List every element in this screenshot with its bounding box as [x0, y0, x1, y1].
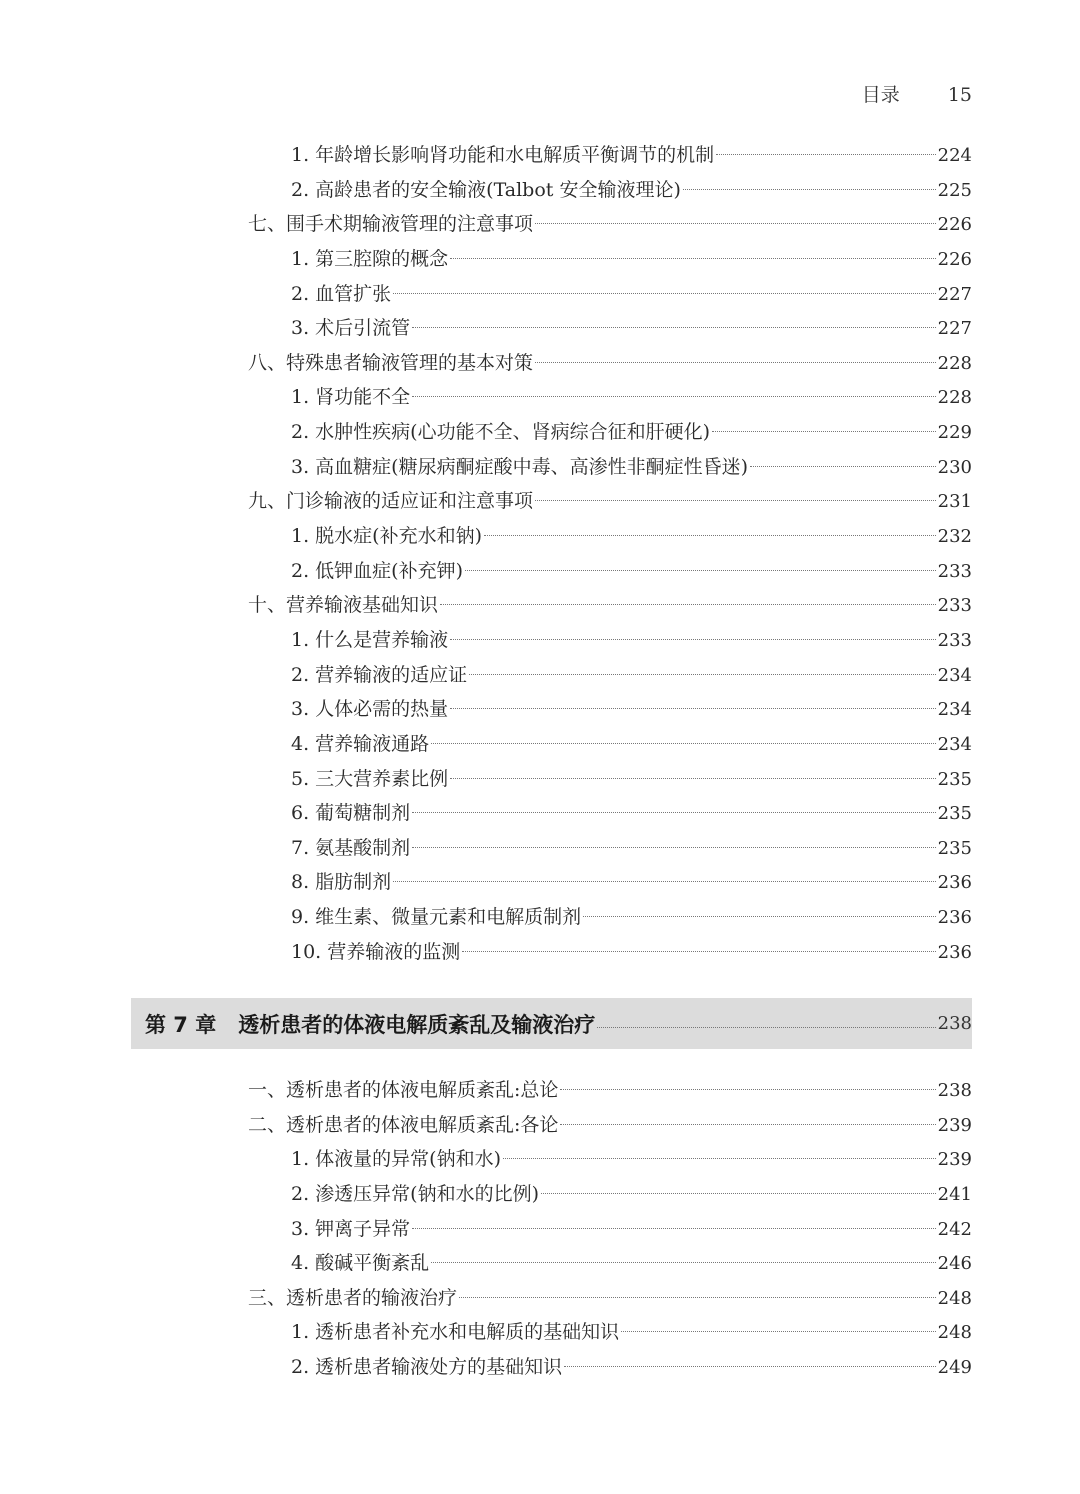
- toc-entry-page-number: 246: [937, 1253, 972, 1275]
- toc-subsection-entry[interactable]: [248, 277, 972, 312]
- dot-leader: [393, 293, 935, 294]
- toc-subsection-entry[interactable]: [248, 658, 972, 693]
- toc-entry-page-number: 236: [937, 941, 972, 963]
- toc-entry-page-number: 224: [937, 145, 972, 166]
- toc-subsection-entry[interactable]: [248, 554, 972, 589]
- toc-subsection-entry[interactable]: [248, 1177, 972, 1212]
- toc-section-entry[interactable]: [248, 1108, 972, 1143]
- dot-leader: [560, 1089, 935, 1090]
- toc-subsection-entry[interactable]: [248, 173, 972, 208]
- toc-entry-page-number: 235: [937, 768, 972, 790]
- toc-entry-page-number: 225: [937, 179, 972, 201]
- dot-leader: [462, 951, 935, 952]
- toc-subsection-entry[interactable]: [248, 138, 972, 173]
- dot-leader: [541, 1193, 936, 1194]
- toc-entry-page-number: 248: [937, 1287, 972, 1309]
- dot-leader: [560, 1124, 935, 1125]
- dot-leader: [621, 1331, 935, 1332]
- toc-entry-label: 1. 第三腔隙的概念: [291, 247, 449, 270]
- dot-leader: [440, 604, 936, 605]
- toc-entry-label: 三、透析患者的输液治疗: [248, 1286, 458, 1309]
- toc-entry-label: 七、围手术期输液管理的注意事项: [248, 213, 534, 236]
- dot-leader: [412, 847, 935, 848]
- toc-entry-label: 九、门诊输液的适应证和注意事项: [248, 490, 534, 513]
- toc-entry-page-number: 236: [937, 907, 972, 929]
- dot-leader: [712, 431, 936, 432]
- dot-leader: [597, 1027, 935, 1028]
- toc-entry-label: 2. 水肿性疾病(心功能不全、肾病综合征和肝硬化): [291, 421, 710, 444]
- toc-entry-page-number: 228: [937, 387, 972, 409]
- chapter-page-number: 238: [937, 1013, 972, 1034]
- toc-entry-page-number: 234: [937, 733, 972, 755]
- toc-entry-label: 3. 人体必需的热量: [291, 698, 449, 721]
- toc-entry-label: 1. 脱水症(补充水和钠): [291, 525, 482, 548]
- toc-subsection-entry[interactable]: [248, 415, 972, 450]
- toc-subsection-entry[interactable]: [248, 311, 972, 346]
- toc-subsection-entry[interactable]: [248, 623, 972, 658]
- toc-entry-page-number: 233: [937, 560, 972, 582]
- dot-leader: [716, 154, 935, 155]
- dot-leader: [450, 258, 935, 259]
- toc-entry-label: 4. 营养输液通路: [291, 732, 430, 755]
- toc-subsection-entry[interactable]: [248, 692, 972, 727]
- toc-entry-label: 1. 肾功能不全: [291, 386, 411, 409]
- dot-leader: [750, 466, 936, 467]
- toc-entry-label: 八、特殊患者输液管理的基本对策: [248, 351, 534, 374]
- toc-entry-page-number: 228: [937, 352, 972, 374]
- toc-subsection-entry[interactable]: [248, 900, 972, 935]
- toc-entry-label: 10. 营养输液的监测: [291, 940, 461, 963]
- toc-entry-label: 2. 血管扩张: [291, 282, 392, 305]
- toc-subsection-entry[interactable]: [248, 1350, 972, 1385]
- dot-leader: [450, 778, 935, 779]
- toc-subsection-entry[interactable]: [248, 450, 972, 485]
- toc-subsection-entry[interactable]: [248, 380, 972, 415]
- toc-entry-page-number: 239: [937, 1114, 972, 1136]
- toc-entry-page-number: 226: [937, 214, 972, 236]
- toc-entry-page-number: 242: [937, 1218, 972, 1240]
- toc-list-bottom: [248, 1073, 972, 1385]
- toc-entry-label: 7. 氨基酸制剂: [291, 836, 411, 859]
- toc-subsection-entry[interactable]: [248, 1142, 972, 1177]
- toc-entry-label: 十、营养输液基础知识: [248, 594, 439, 617]
- toc-section-entry[interactable]: [248, 588, 972, 623]
- dot-leader: [683, 189, 936, 190]
- toc-subsection-entry[interactable]: [248, 865, 972, 900]
- toc-entry-label: 二、透析患者的体液电解质紊乱:各论: [248, 1113, 559, 1136]
- toc-section-entry[interactable]: [248, 1281, 972, 1316]
- dot-leader: [412, 327, 935, 328]
- toc-subsection-entry[interactable]: [248, 831, 972, 866]
- dot-leader: [583, 916, 935, 917]
- toc-entry-label: 2. 透析患者输液处方的基础知识: [291, 1356, 563, 1379]
- toc-entry-label: 3. 术后引流管: [291, 317, 411, 340]
- toc-entry-page-number: 229: [937, 422, 972, 444]
- toc-entry-label: 4. 酸碱平衡紊乱: [291, 1252, 430, 1275]
- toc-section-entry[interactable]: [248, 207, 972, 242]
- dot-leader: [412, 812, 935, 813]
- toc-entry-page-number: 234: [937, 699, 972, 721]
- dot-leader: [431, 743, 935, 744]
- dot-leader: [459, 1297, 936, 1298]
- toc-entry-label: 3. 钾离子异常: [291, 1217, 411, 1240]
- toc-subsection-entry[interactable]: [248, 519, 972, 554]
- dot-leader: [484, 535, 936, 536]
- toc-entry-page-number: 234: [937, 664, 972, 686]
- dot-leader: [412, 1228, 935, 1229]
- toc-entry-page-number: 227: [937, 283, 972, 305]
- toc-entry-page-number: 230: [937, 456, 972, 478]
- running-header: [862, 80, 972, 107]
- toc-entry-label: 2. 低钾血症(补充钾): [291, 559, 463, 582]
- toc-entry-page-number: 233: [937, 629, 972, 651]
- toc-section-entry[interactable]: [248, 346, 972, 381]
- dot-leader: [535, 500, 936, 501]
- dot-leader: [393, 881, 935, 882]
- dot-leader: [450, 708, 935, 709]
- dot-leader: [469, 674, 935, 675]
- toc-subsection-entry[interactable]: [248, 1212, 972, 1247]
- toc-subsection-entry[interactable]: [248, 796, 972, 831]
- toc-entry-label: 9. 维生素、微量元素和电解质制剂: [291, 906, 582, 929]
- dot-leader: [564, 1366, 935, 1367]
- toc-entry-page-number: 239: [937, 1149, 972, 1171]
- toc-entry-page-number: 238: [937, 1080, 972, 1101]
- toc-subsection-entry[interactable]: [248, 1246, 972, 1281]
- chapter-heading[interactable]: [131, 998, 972, 1049]
- toc-entry-label: 3. 高血糖症(糖尿病酮症酸中毒、高渗性非酮症性昏迷): [291, 455, 748, 478]
- toc-entry-page-number: 241: [937, 1183, 972, 1205]
- toc-entry-page-number: 231: [937, 491, 972, 513]
- dot-leader: [503, 1158, 936, 1159]
- toc-entry-label: 2. 营养输液的适应证: [291, 663, 468, 686]
- toc-entry-label: 1. 年龄增长影响肾功能和水电解质平衡调节的机制: [291, 144, 715, 166]
- toc-entry-label: 2. 高龄患者的安全输液(Talbot 安全输液理论): [291, 178, 681, 201]
- dot-leader: [535, 362, 936, 363]
- dot-leader: [465, 570, 936, 571]
- toc-entry-label: 1. 体液量的异常(钠和水): [291, 1148, 501, 1171]
- toc-entry-label: 1. 透析患者补充水和电解质的基础知识: [291, 1321, 620, 1344]
- toc-entry-label: 一、透析患者的体液电解质紊乱:总论: [248, 1079, 559, 1101]
- dot-leader: [450, 639, 935, 640]
- toc-subsection-entry[interactable]: [248, 727, 972, 762]
- toc-section-entry[interactable]: [248, 1073, 972, 1108]
- toc-entry-label: 5. 三大营养素比例: [291, 767, 449, 790]
- chapter-title: 透析患者的体液电解质紊乱及输液治疗: [238, 1012, 596, 1037]
- toc-section-entry[interactable]: [248, 484, 972, 519]
- toc-entry-page-number: 235: [937, 837, 972, 859]
- toc-subsection-entry[interactable]: [248, 762, 972, 797]
- toc-entry-page-number: 249: [937, 1357, 972, 1379]
- toc-entry-page-number: 236: [937, 872, 972, 894]
- toc-entry-label: 6. 葡萄糖制剂: [291, 802, 411, 825]
- dot-leader: [412, 396, 935, 397]
- header-page-number: 15: [947, 84, 972, 106]
- header-section-title: 目录: [861, 84, 900, 106]
- chapter-number: 第 7 章: [145, 1012, 217, 1037]
- toc-list-top: [248, 138, 972, 969]
- toc-entry-page-number: 232: [937, 526, 972, 548]
- dot-leader: [535, 223, 936, 224]
- toc-entry-page-number: 235: [937, 803, 972, 825]
- toc-subsection-entry[interactable]: [248, 242, 972, 277]
- toc-subsection-entry[interactable]: [248, 935, 972, 970]
- toc-entry-label: 1. 什么是营养输液: [291, 628, 449, 651]
- dot-leader: [431, 1262, 935, 1263]
- toc-entry-label: 8. 脂肪制剂: [291, 871, 392, 894]
- toc-entry-page-number: 226: [937, 248, 972, 270]
- toc-entry-label: 2. 渗透压异常(钠和水的比例): [291, 1182, 539, 1205]
- toc-entry-page-number: 233: [937, 595, 972, 617]
- toc-entry-page-number: 227: [937, 318, 972, 340]
- toc-subsection-entry[interactable]: [248, 1315, 972, 1350]
- toc-entry-page-number: 248: [937, 1322, 972, 1344]
